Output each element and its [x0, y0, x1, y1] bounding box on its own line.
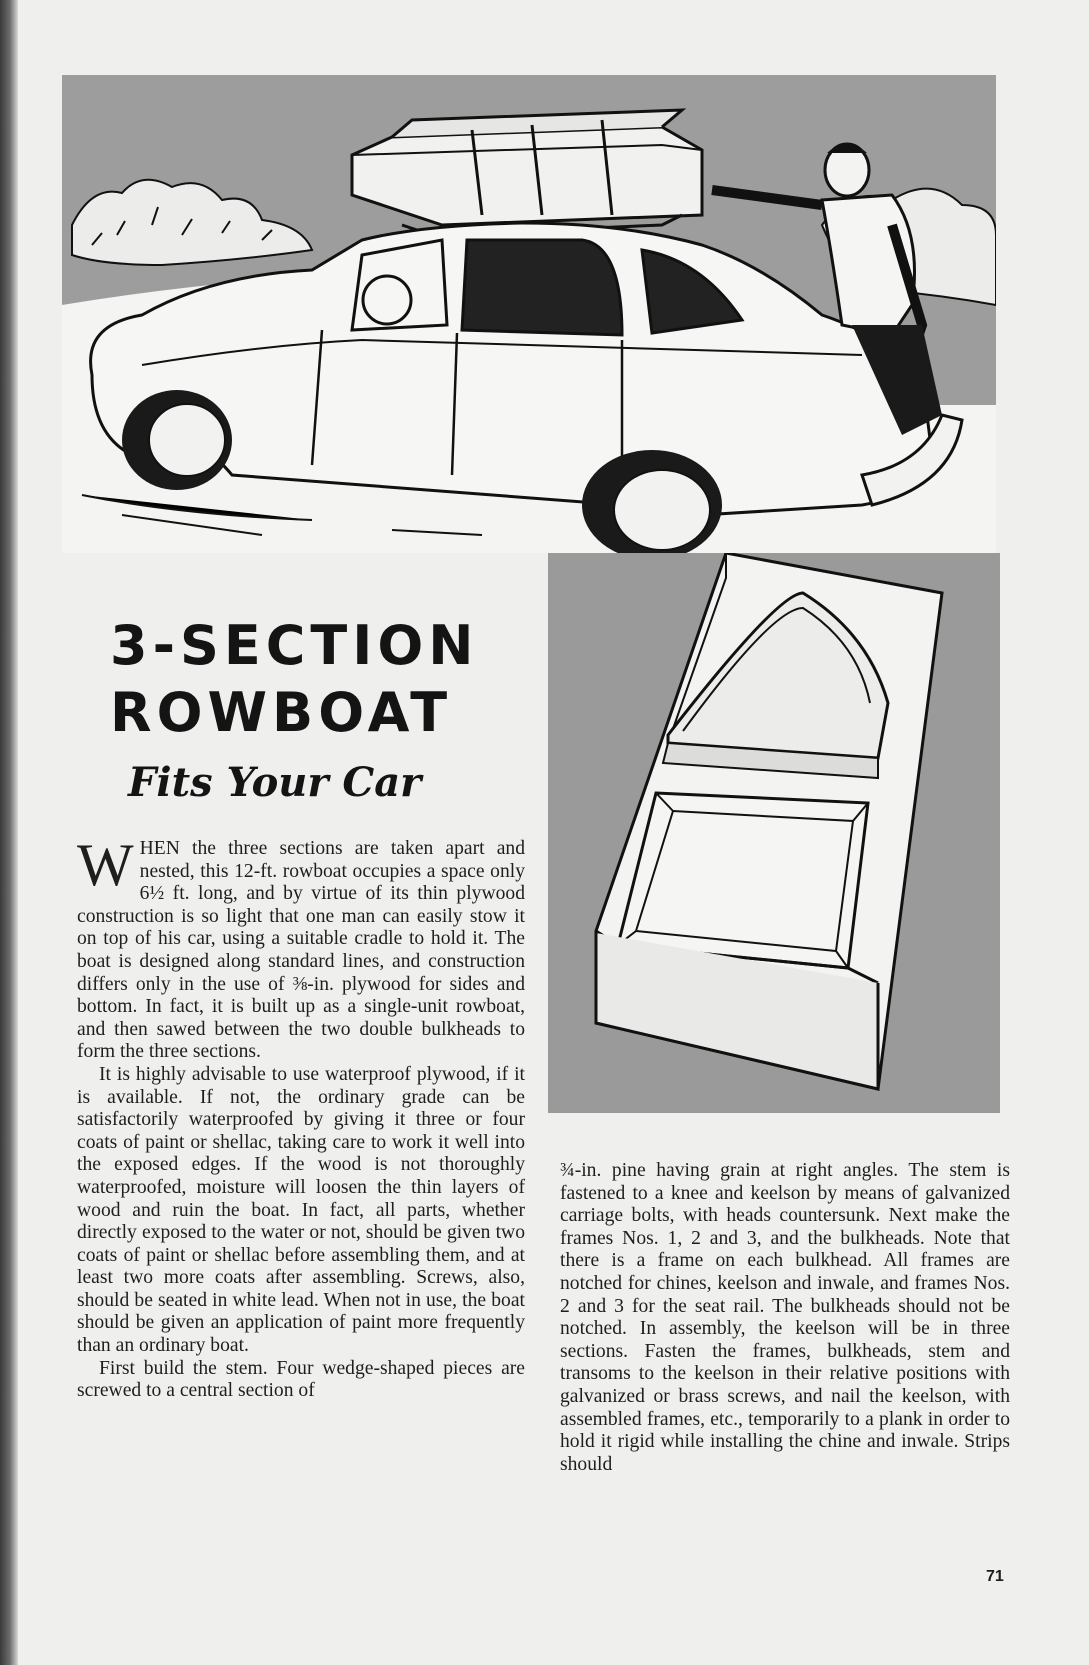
- title-line-2: ROWBOAT: [110, 681, 453, 744]
- title-line-1: 3-SECTION: [110, 614, 479, 677]
- page-number: 71: [986, 1568, 1004, 1585]
- car-illustration-svg: [62, 75, 996, 553]
- paragraph-3: First build the stem. Four wedge-shaped pieces are screwed to a central section of: [77, 1357, 525, 1402]
- car-with-boat-illustration: [62, 75, 996, 553]
- article-title: [110, 612, 505, 746]
- boat-illustration-svg: [548, 553, 1000, 1113]
- article-subtitle: Fits Your Car: [128, 759, 422, 806]
- page-gutter-shadow: [0, 0, 18, 1665]
- boat-sections-illustration: [548, 553, 1000, 1113]
- right-column: [560, 1160, 1010, 1530]
- paragraph-1-text: HEN the three sections are taken apart and nested, this 12-ft. rowboat occupies a space only 6½ ft. long, and by virtue of its thin plywood construction is so light that one man can easily stow it on top of his car, using a suitable cradle to hold it. The boat is designed along standard lines, and construction differs only in the use of ⅜-in. plywood for sides and bottom. In fact, it is built up as a single-unit rowboat, and then sawed between the two double bulkheads to form the three sections.: [77, 838, 525, 1063]
- right-column-text: ¾-in. pine having grain at right angles. The stem is fastened to a knee and keelson by means of galvanized carriage bolts, with heads countersunk. Next make the frames Nos. 1, 2 and 3, and the bulkheads. Note that there is a frame on each bulkhead. All frames are notched for chines, keelson and inwale, and frames Nos. 2 and 3 for the seat rail. The bulkheads should not be notched. In assembly, the keelson will be in three sections. Fasten the frames, bulkheads, stem and transoms to the keelson in their relative positions with galvanized or brass screws, and nail the keelson, with assembled frames, etc., temporarily to a plank in order to hold it rigid while installing the chine and inwale. Strips should: [560, 1160, 1010, 1475]
- paragraph-1: [77, 832, 525, 1064]
- drop-cap: W: [77, 832, 134, 898]
- paragraph-2: It is highly advisable to use waterproof plywood, if it is available. If not, the ordinary grade can be satisfactorily waterproofed by giving it three or four coats of paint or shellac, taking care to work it well into the exposed edges. If the wood is not thoroughly waterproofed, moisture will loosen the thin layers of wood and ruin the boat. In fact, all parts, whether directly exposed to the water or not, should be given two coats of paint or shellac before assembling them, and at least two more coats after assembling. Screws, also, should be seated in white lead. When not in use, the boat should be given an application of paint more frequently than an ordinary boat.: [77, 1063, 525, 1357]
- left-column: [77, 832, 525, 1568]
